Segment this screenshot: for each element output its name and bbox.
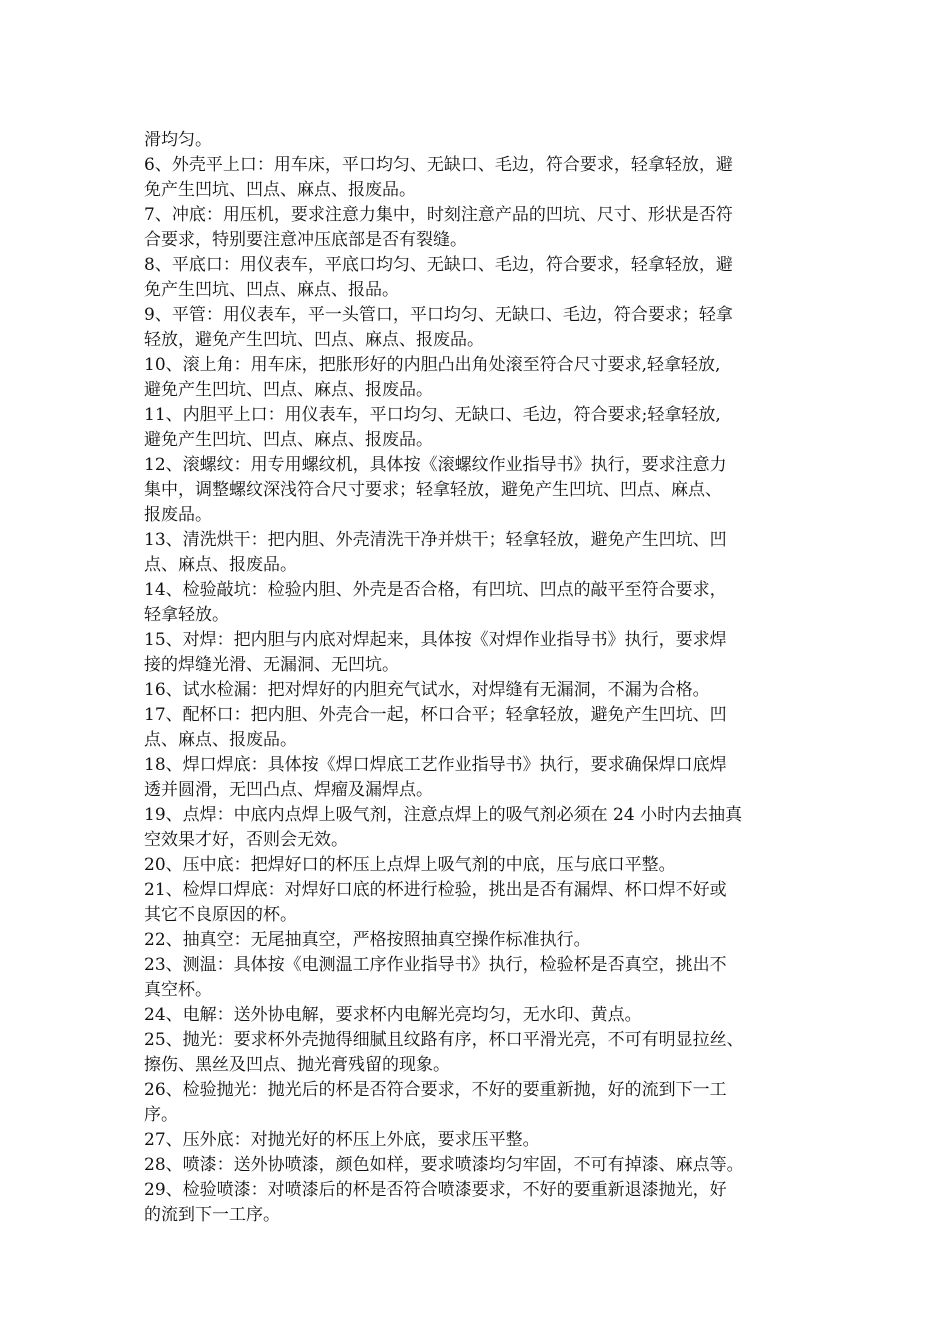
text-line: 25、抛光：要求杯外壳抛得细腻且纹路有序，杯口平滑光亮，不可有明显拉丝、 bbox=[144, 1030, 744, 1050]
text-line: 擦伤、黑丝及凹点、抛光膏残留的现象。 bbox=[144, 1055, 450, 1075]
text-line: 合要求，特别要注意冲压底部是否有裂缝。 bbox=[144, 230, 467, 250]
text-line: 21、检焊口焊底：对焊好口底的杯进行检验，挑出是否有漏焊、杯口焊不好或 bbox=[144, 880, 727, 900]
text-line: 透并圆滑，无凹凸点、焊瘤及漏焊点。 bbox=[144, 780, 433, 800]
text-line: 轻放，避免产生凹坑、凹点、麻点、报废品。 bbox=[144, 330, 484, 350]
text-line: 17、配杯口：把内胆、外壳合一起，杯口合平；轻拿轻放，避免产生凹坑、凹 bbox=[144, 705, 727, 725]
text-line: 28、喷漆：送外协喷漆，颜色如样，要求喷漆均匀牢固，不可有掉漆、麻点等。 bbox=[144, 1155, 744, 1175]
text-line: 11、内胆平上口：用仪表车，平口均匀、无缺口、毛边，符合要求;轻拿轻放, bbox=[144, 405, 721, 425]
text-line: 13、清洗烘干：把内胆、外壳清洗干净并烘干；轻拿轻放，避免产生凹坑、凹 bbox=[144, 530, 727, 550]
text-line: 6、外壳平上口：用车床，平口均匀、无缺口、毛边，符合要求，轻拿轻放，避 bbox=[144, 155, 733, 175]
text-line: 9、平管：用仪表车，平一头管口，平口均匀、无缺口、毛边，符合要求；轻拿 bbox=[144, 305, 733, 325]
text-line: 点、麻点、报废品。 bbox=[144, 555, 297, 575]
text-line: 24、电解：送外协电解，要求杯内电解光亮均匀，无水印、黄点。 bbox=[144, 1005, 642, 1025]
text-line: 27、压外底：对抛光好的杯压上外底，要求压平整。 bbox=[144, 1130, 540, 1150]
text-line: 23、测温：具体按《电测温工序作业指导书》执行，检验杯是否真空，挑出不 bbox=[144, 955, 727, 975]
text-line: 报废品。 bbox=[144, 505, 212, 525]
text-line: 20、压中底：把焊好口的杯压上点焊上吸气剂的中底，压与底口平整。 bbox=[144, 855, 676, 875]
text-line: 免产生凹坑、凹点、麻点、报废品。 bbox=[144, 180, 416, 200]
text-line: 点、麻点、报废品。 bbox=[144, 730, 297, 750]
text-line: 真空杯。 bbox=[144, 980, 212, 1000]
text-line: 12、滚螺纹：用专用螺纹机，具体按《滚螺纹作业指导书》执行，要求注意力 bbox=[144, 455, 727, 475]
text-line: 22、抽真空：无尾抽真空，严格按照抽真空操作标准执行。 bbox=[144, 930, 591, 950]
text-line: 8、平底口：用仪表车，平底口均匀、无缺口、毛边，符合要求，轻拿轻放，避 bbox=[144, 255, 733, 275]
text-line: 其它不良原因的杯。 bbox=[144, 905, 297, 925]
text-line: 26、检验抛光：抛光后的杯是否符合要求，不好的要重新抛，好的流到下一工 bbox=[144, 1080, 727, 1100]
text-line: 7、冲底：用压机，要求注意力集中，时刻注意产品的凹坑、尺寸、形状是否符 bbox=[144, 205, 733, 225]
text-line: 集中，调整螺纹深浅符合尺寸要求；轻拿轻放，避免产生凹坑、凹点、麻点、 bbox=[144, 480, 722, 500]
text-line: 16、试水检漏：把对焊好的内胆充气试水，对焊缝有无漏洞，不漏为合格。 bbox=[144, 680, 710, 700]
text-line: 29、检验喷漆：对喷漆后的杯是否符合喷漆要求，不好的要重新退漆抛光，好 bbox=[144, 1180, 727, 1200]
text-line: 序。 bbox=[144, 1105, 178, 1125]
text-line: 滑均匀。 bbox=[144, 130, 212, 150]
text-line: 空效果才好，否则会无效。 bbox=[144, 830, 348, 850]
text-line: 的流到下一工序。 bbox=[144, 1205, 280, 1225]
text-line: 15、对焊：把内胆与内底对焊起来，具体按《对焊作业指导书》执行，要求焊 bbox=[144, 630, 727, 650]
text-line: 免产生凹坑、凹点、麻点、报品。 bbox=[144, 280, 399, 300]
text-line: 接的焊缝光滑、无漏洞、无凹坑。 bbox=[144, 655, 399, 675]
text-line: 19、点焊：中底内点焊上吸气剂，注意点焊上的吸气剂必须在 24 小时内去抽真 bbox=[144, 805, 743, 825]
text-line: 14、检验敲坑：检验内胆、外壳是否合格，有凹坑、凹点的敲平至符合要求， bbox=[144, 580, 727, 600]
text-line: 10、滚上角：用车床，把胀形好的内胆凸出角处滚至符合尺寸要求,轻拿轻放, bbox=[144, 355, 721, 375]
text-line: 避免产生凹坑、凹点、麻点、报废品。 bbox=[144, 430, 433, 450]
text-line: 轻拿轻放。 bbox=[144, 605, 229, 625]
text-line: 避免产生凹坑、凹点、麻点、报废品。 bbox=[144, 380, 433, 400]
document-body bbox=[144, 128, 812, 1228]
text-line: 18、焊口焊底：具体按《焊口焊底工艺作业指导书》执行，要求确保焊口底焊 bbox=[144, 755, 727, 775]
